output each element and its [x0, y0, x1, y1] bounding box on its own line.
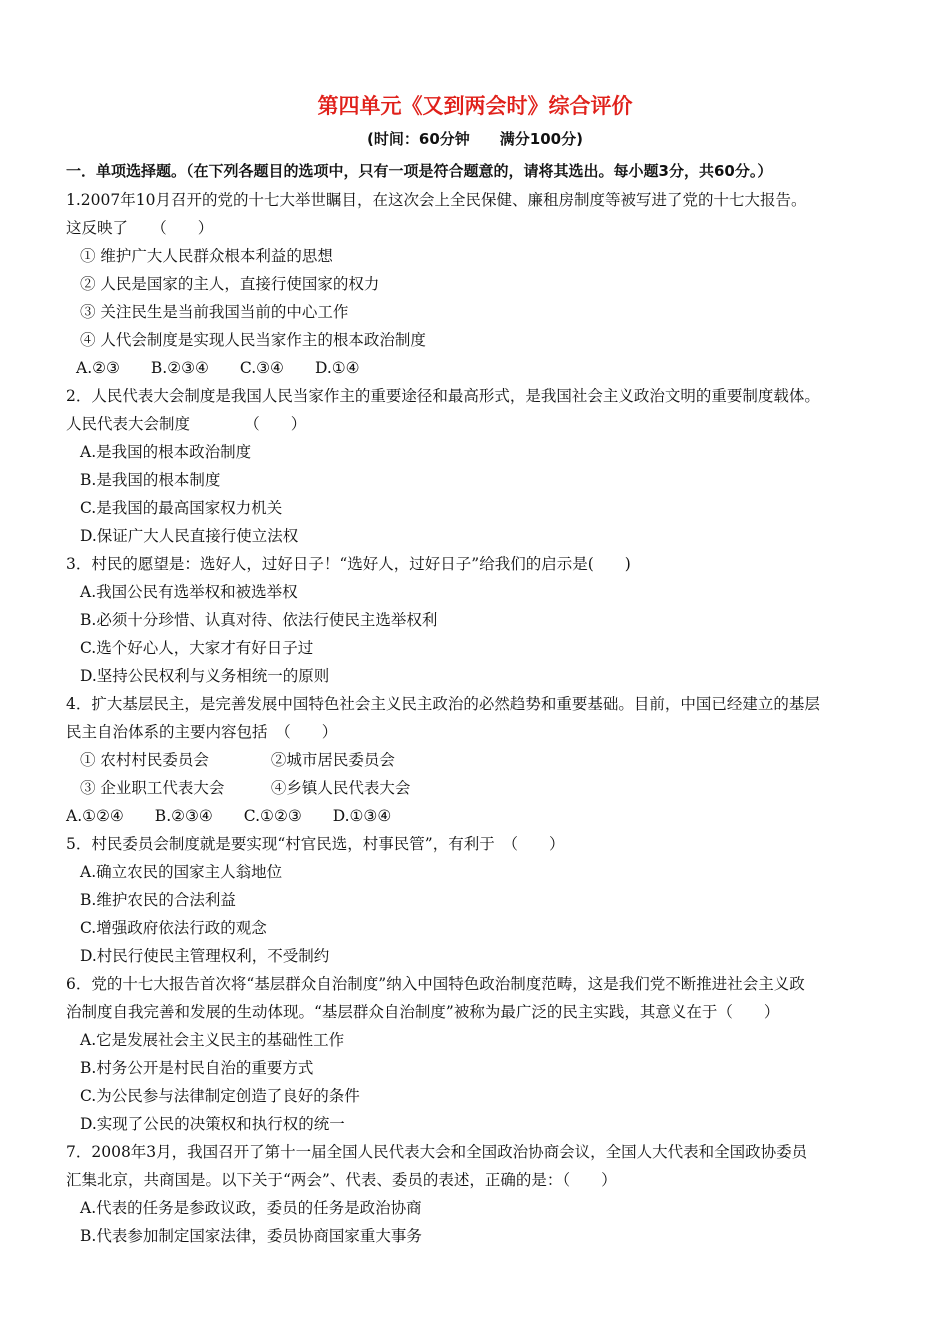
question-stem: 3．村民的愿望是：选好人，过好日子！“选好人，过好日子”给我们的启示是( ) — [66, 555, 631, 573]
question-stem: 4．扩大基层民主，是完善发展中国特色社会主义民主政治的必然趋势和重要基础。目前，中国已经建立的基层 — [66, 695, 820, 713]
option-line: D.坚持公民权利与义务相统一的原则 — [80, 667, 330, 685]
option-line: C.选个好心人，大家才有好日子过 — [80, 639, 314, 657]
option-line: C.为公民参与法律制定创造了良好的条件 — [80, 1087, 360, 1105]
question-stem: 2．人民代表大会制度是我国人民当家作主的重要途径和最高形式，是我国社会主义政治文明的重要制度载体。 — [66, 387, 820, 405]
question-stem: 汇集北京，共商国是。以下关于“两会”、代表、委员的表述，正确的是：（ ） — [66, 1171, 617, 1189]
section-heading: 一．单项选择题。（在下列各题目的选项中，只有一项是符合题意的，请将其选出。每小题3分，共60分。） — [66, 162, 773, 180]
option-line: A.代表的任务是参政议政，委员的任务是政治协商 — [80, 1199, 422, 1217]
option-line: C.是我国的最高国家权力机关 — [80, 499, 283, 517]
question-stem: 5．村民委员会制度就是要实现“村官民选，村事民管”，有利于 （ ） — [66, 835, 565, 853]
question-stem: 治制度自我完善和发展的生动体现。“基层群众自治制度”被称为最广泛的民主实践，其意义在于（ ） — [66, 1003, 780, 1021]
option-line: B.村务公开是村民自治的重要方式 — [80, 1059, 314, 1077]
option-line: D.村民行使民主管理权利，不受制约 — [80, 947, 330, 965]
question-stem: 这反映了 （ ） — [66, 219, 214, 237]
option-line: C.增强政府依法行政的观念 — [80, 919, 267, 937]
option-line: A.它是发展社会主义民主的基础性工作 — [80, 1031, 345, 1049]
question-stem: 民主自治体系的主要内容包括 （ ） — [66, 723, 338, 741]
option-line: B.代表参加制定国家法律，委员协商国家重大事务 — [80, 1227, 422, 1245]
option-line: D.实现了公民的决策权和执行权的统一 — [80, 1115, 345, 1133]
option-line: ① 维护广大人民群众根本利益的思想 — [80, 247, 333, 265]
option-line: B.是我国的根本制度 — [80, 471, 221, 489]
option-line: A.是我国的根本政治制度 — [80, 443, 252, 461]
page-subtitle: (时间：60分钟 满分100分) — [367, 130, 583, 148]
option-line: B.维护农民的合法利益 — [80, 891, 236, 909]
question-stem: 6．党的十七大报告首次将“基层群众自治制度”纳入中国特色政治制度范畴，这是我们党不断推进社会主义政 — [66, 975, 805, 993]
option-line: A.确立农民的国家主人翁地位 — [80, 863, 283, 881]
question-stem: 7．2008年3月，我国召开了第十一届全国人民代表大会和全国政治协商会议，全国人大代表和全国政协委员 — [66, 1143, 808, 1161]
question-stem: 人民代表大会制度 （ ） — [66, 415, 307, 433]
answer-choices: A.①②④ B.②③④ C.①②③ D.①③④ — [66, 807, 392, 825]
question-list — [66, 186, 896, 1250]
option-line: ④ 人代会制度是实现人民当家作主的根本政治制度 — [80, 331, 426, 349]
option-line: A.我国公民有选举权和被选举权 — [80, 583, 298, 601]
option-line: ③ 企业职工代表大会 ④乡镇人民代表大会 — [80, 779, 411, 797]
question-stem: 1.2007年10月召开的党的十七大举世瞩目，在这次会上全民保健、廉租房制度等被写进了党的十七大报告。 — [66, 191, 807, 209]
option-line: B.必须十分珍惜、认真对待、依法行使民主选举权利 — [80, 611, 438, 629]
page-title: 第四单元《又到两会时》综合评价 — [317, 94, 633, 118]
answer-choices: A.②③ B.②③④ C.③④ D.①④ — [76, 359, 360, 377]
option-line: ① 农村村民委员会 ②城市居民委员会 — [80, 751, 395, 769]
option-line: D.保证广大人民直接行使立法权 — [80, 527, 299, 545]
option-line: ② 人民是国家的主人，直接行使国家的权力 — [80, 275, 380, 293]
option-line: ③ 关注民生是当前我国当前的中心工作 — [80, 303, 349, 321]
